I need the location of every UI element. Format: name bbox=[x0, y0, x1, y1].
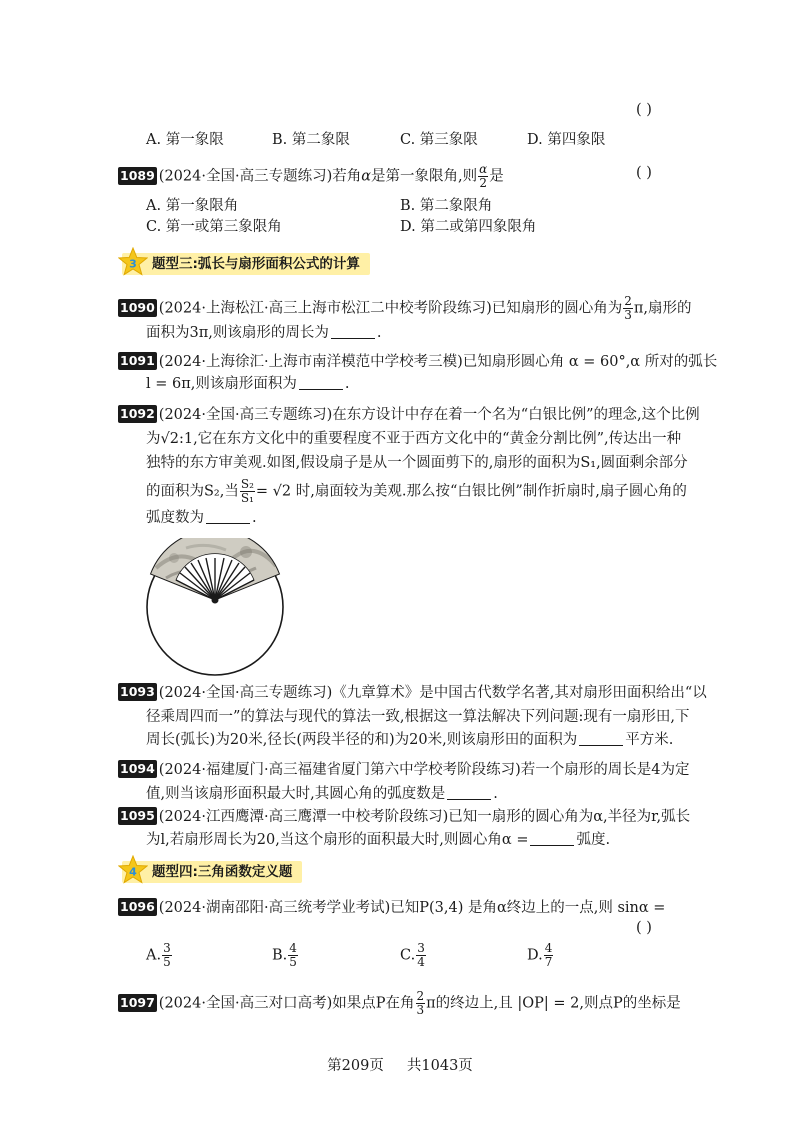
question-1092: 1092 (2024·全国·高三专题练习)在东方设计中存在着一个名为“白银比例”的理念,这个比例 bbox=[120, 406, 700, 423]
question-1094-line2: 值,则当该扇形面积最大时,其圆心角的弧度数是 . bbox=[146, 786, 498, 802]
question-number: 1093 bbox=[120, 684, 155, 699]
answer-blank bbox=[579, 731, 623, 746]
question-number: 1091 bbox=[120, 353, 155, 368]
question-1094: 1094 (2024·福建厦门·高三福建省厦门第六中学校考阶段练习)若一个扇形的周长是4为定 bbox=[120, 761, 690, 778]
question-1097: 1097 (2024·全国·高三对口高考)如果点P在角 $\frac{2}{3}$ π的终边上,且 |OP| = 2,则点P的坐标是 bbox=[120, 989, 681, 1017]
question-1089: 1089 (2024·全国·高三专题练习)若角α是第一象限角,则 $\frac{\alpha}{2}$ 是 bbox=[120, 162, 504, 190]
answer-paren: ( ) bbox=[636, 102, 652, 118]
question-number: 1097 bbox=[120, 994, 155, 1010]
question-1092-line4: 的面积为S₂,当 $\frac{\text{S₂}}{\text{S₁}}$ = √2 时,扇面较为美观.那么按“白银比例”制作折扇时,扇子圆心角的 bbox=[146, 477, 687, 505]
option-a: A. 第一象限角 bbox=[146, 198, 239, 214]
option-c: C. 第一或第三象限角 bbox=[146, 219, 282, 235]
question-number: 1096 bbox=[120, 899, 155, 914]
answer-blank bbox=[331, 324, 375, 339]
question-1091: 1091 (2024·上海徐汇·上海市南洋模范中学校考三模)已知扇形圆心角 α = 60°,α 所对的弧长 bbox=[120, 353, 718, 370]
fraction: $\frac{2}{3}$ bbox=[416, 989, 425, 1017]
fraction: $\frac{\text{S₂}}{\text{S₁}}$ bbox=[240, 477, 254, 505]
page-total: 共1043页 bbox=[406, 1058, 473, 1074]
answer-blank bbox=[447, 785, 491, 800]
question-1093: 1093 (2024·全国·高三专题练习)《九章算术》是中国古代数学名著,其对扇形田面积给出“以 bbox=[120, 684, 707, 701]
option-a: A. $\frac{3}{5}$ bbox=[146, 941, 171, 969]
option-c: C. 第三象限 bbox=[400, 132, 478, 148]
option-d: D. 第四象限 bbox=[527, 132, 606, 148]
option-d: D. 第二或第四象限角 bbox=[400, 219, 537, 235]
question-1090: 1090 (2024·上海松江·高三上海市松江二中校考阶段练习)已知扇形的圆心角为 $\frac{2}{3}$ π,扇形的 bbox=[120, 294, 692, 322]
option-c: C. $\frac{3}{4}$ bbox=[400, 941, 425, 969]
option-b: B. 第二象限角 bbox=[400, 198, 493, 214]
option-b: B. 第二象限 bbox=[272, 132, 350, 148]
question-1095-line2: 为l,若扇形周长为20,当这个扇形的面积最大时,则圆心角α = 弧度. bbox=[146, 832, 611, 848]
answer-blank bbox=[206, 509, 250, 524]
question-1093-line2: 径乘周四而一”的算法与现代的算法一致,根据这一算法解决下列问题:现有一扇形田,下 bbox=[146, 709, 690, 725]
question-1092-line5: 弧度数为 . bbox=[146, 510, 257, 526]
option-d: D. $\frac{4}{7}$ bbox=[527, 941, 553, 969]
fraction: $\frac{2}{3}$ bbox=[624, 294, 632, 322]
folding-fan-figure bbox=[146, 538, 284, 676]
question-number: 1090 bbox=[120, 299, 155, 315]
question-1096: 1096 (2024·湖南邵阳·高三统考学业考试)已知P(3,4) 是角α终边上的一点,则 sinα = bbox=[120, 899, 666, 916]
question-1092-line2: 为√2:1,它在东方文化中的重要程度不亚于西方文化中的“黄金分割比例”,传达出一种 bbox=[146, 431, 682, 447]
question-1095: 1095 (2024·江西鹰潭·高三鹰潭一中校考阶段练习)已知一扇形的圆心角为α,半径为r,弧长 bbox=[120, 808, 691, 825]
question-number: 1094 bbox=[120, 761, 155, 776]
section-heading-3: 3 题型三:弧长与扇形面积公式的计算 bbox=[122, 253, 370, 275]
question-number: 1095 bbox=[120, 808, 155, 823]
option-b: B. $\frac{4}{5}$ bbox=[272, 941, 297, 969]
section-heading-4: 4 题型四:三角函数定义题 bbox=[122, 861, 302, 883]
question-1090-line2: 面积为3π,则该扇形的周长为 . bbox=[146, 325, 382, 341]
svg-text:3: 3 bbox=[129, 257, 137, 271]
page-footer bbox=[0, 1054, 800, 1075]
star-badge-icon bbox=[118, 855, 148, 885]
question-1091-line2: l = 6π,则该扇形面积为 . bbox=[146, 376, 350, 392]
option-a: A. 第一象限 bbox=[146, 132, 224, 148]
fraction: $\frac{\alpha}{2}$ bbox=[479, 162, 488, 190]
answer-blank bbox=[530, 831, 574, 846]
answer-blank bbox=[299, 375, 343, 390]
question-1092-line3: 独特的东方审美观.如图,假设扇子是从一个圆面剪下的,扇形的面积为S₁,圆面剩余部分 bbox=[146, 455, 688, 471]
page-number: 第209页 bbox=[327, 1058, 384, 1074]
question-number: 1092 bbox=[120, 406, 155, 421]
question-1093-line3: 周长(弧长)为20米,径长(两段半径的和)为20米,则该扇形田的面积为 平方米. bbox=[146, 732, 674, 748]
question-number: 1089 bbox=[120, 167, 155, 183]
star-badge-icon bbox=[118, 247, 148, 277]
answer-paren: ( ) bbox=[636, 165, 652, 181]
answer-paren: ( ) bbox=[636, 920, 652, 936]
svg-text:4: 4 bbox=[129, 865, 137, 879]
